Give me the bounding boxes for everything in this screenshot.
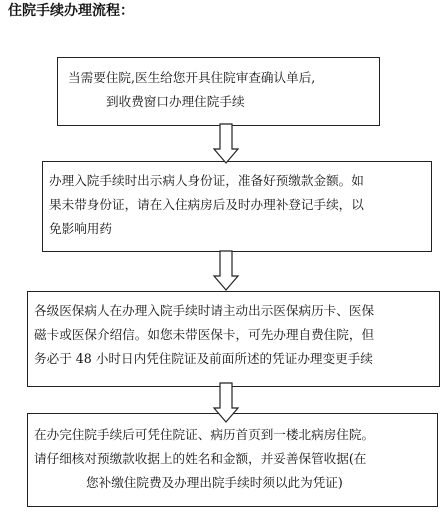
step-2-box <box>42 161 432 252</box>
step-1-line-1: 当需要住院,医生给您开具住院审查确认单后, <box>68 70 316 85</box>
step-1-line-2: 到收费窗口办理住院手续 <box>106 94 245 109</box>
step-2-line-1: 办理入院手续时出示病人身份证，准备好预缴款金额。如 <box>49 173 364 188</box>
step-1-box <box>57 57 380 126</box>
step-3-line-1: 各级医保病人在办理入院手续时请主动出示医保病历卡、医保 <box>34 303 375 318</box>
down-arrow-icon <box>213 251 239 291</box>
step-2-line-3: 免影响用药 <box>49 221 112 236</box>
page-title: 住院手续办理流程： <box>8 3 134 19</box>
down-arrow-icon <box>213 124 239 164</box>
step-3-line-3: 务必于 48 小时日内凭住院证及前面所述的凭证办理变更手续 <box>34 351 373 366</box>
step-3-line-2: 磁卡或医保介绍信。如您未带医保卡，可先办理自费住院，但 <box>34 327 375 342</box>
step-3-box <box>27 291 440 387</box>
step-2-line-2: 果未带身份证，请在入住病房后及时办理补登记手续，以 <box>49 197 364 212</box>
step-4-box <box>27 413 438 507</box>
step-4-line-1: 在办完住院手续后可凭住院证、病历首页到一楼北病房住院。 <box>34 427 375 442</box>
step-4-line-2: 请仔细核对预缴款收据上的姓名和金额，并妥善保管收据(在 <box>34 451 367 466</box>
step-4-line-3: 您补缴住院费及办理出院手续时须以此为凭证) <box>86 475 343 490</box>
down-arrow-icon <box>213 383 239 423</box>
